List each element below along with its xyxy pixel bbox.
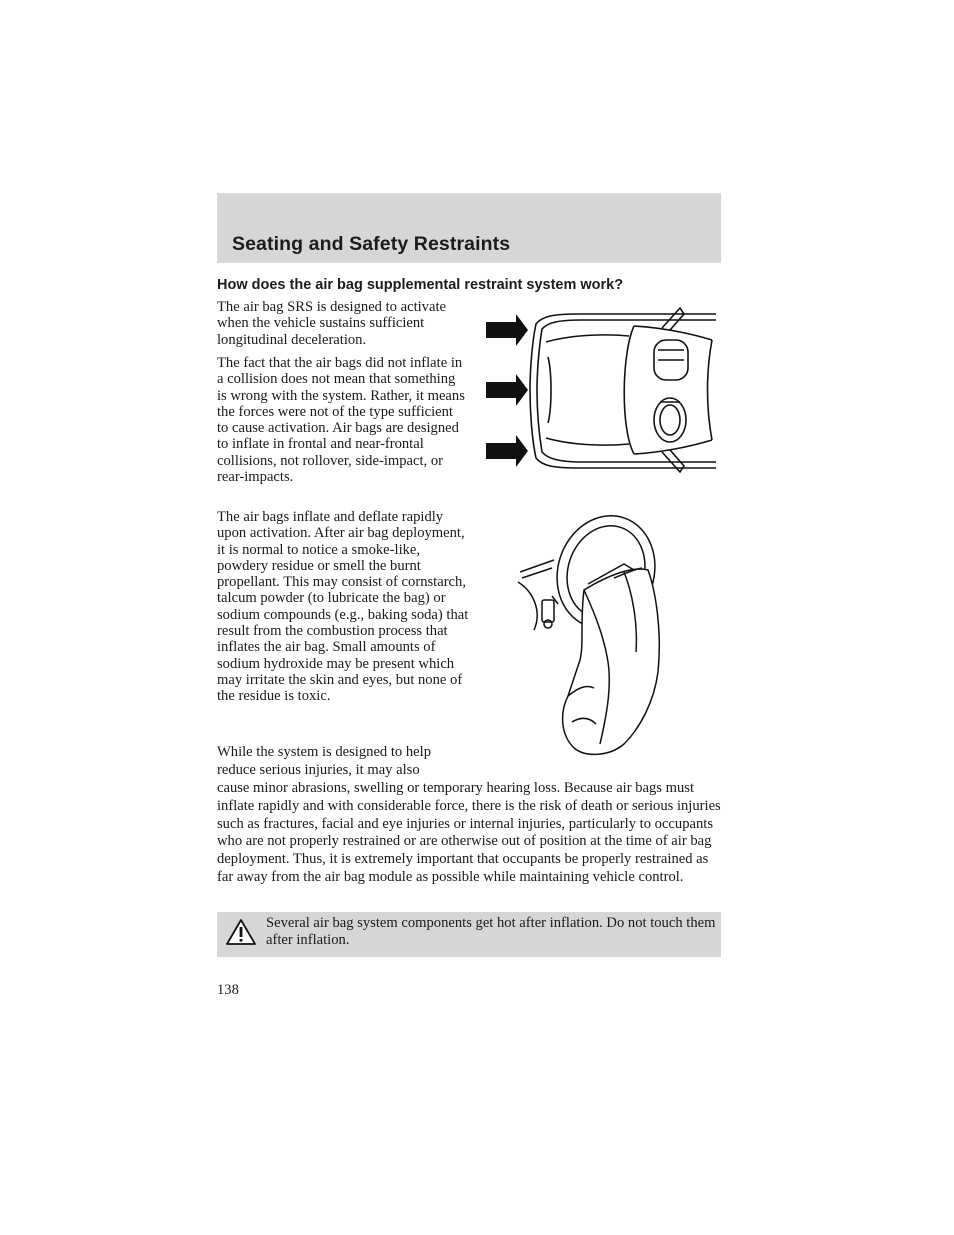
warning-text: Several air bag system components get hot after inflation. Do not touch them after inflation. — [266, 915, 716, 948]
steering-wheel-airbag-illustration — [514, 512, 666, 760]
paragraph-injuries: cause minor abrasions, swelling or temporary hearing loss. Because air bags must inflate rapidly and with considerable force, there is the risk of death or serious injuries such as fractures, facial and eye injuries or internal injuries, particularly to occupants who are not properly restrained or are otherwise out of position at the time of air bag deployment. Thus, it is extremely important that occupants be properly restrained as far away from the air bag module as possible while maintaining vehicle control. — [217, 780, 721, 885]
warning-triangle-icon — [225, 918, 257, 946]
impact-arrow-icon — [486, 374, 528, 406]
paragraph-activation: The air bag SRS is designed to activate when the vehicle sustains sufficient longitudinal deceleration. — [217, 299, 446, 348]
section-title: Seating and Safety Restraints — [232, 233, 511, 255]
impact-arrow-icon — [486, 314, 528, 346]
paragraph-injuries-line2: reduce serious injuries, it may also — [217, 761, 420, 778]
subheading: How does the air bag supplemental restraint system work? — [217, 277, 624, 293]
paragraph-residue: The air bags inflate and deflate rapidly upon activation. After air bag deployment, it is normal to notice a smoke-like, powdery residue or smell the burnt propellant. This may consist of cornstarch, talcum powder (to lubricate the bag) or sodium compounds (e.g., baking soda) that result from the combustion process that inflates the air bag. Small amounts of sodium hydroxide may be present which may irritate the skin and eyes, but none of the residue is toxic. — [217, 509, 469, 705]
car-frontal-impact-illustration — [484, 302, 720, 480]
page-number: 138 — [217, 982, 239, 998]
impact-arrow-icon — [486, 435, 528, 467]
paragraph-injuries-line1: While the system is designed to help — [217, 744, 432, 760]
paragraph-injuries-intro — [217, 744, 517, 780]
paragraph-no-inflate: The fact that the air bags did not inflate in a collision does not mean that something is wrong with the system. Rather, it means the forces were not of the type sufficient to cause activation. Air bags are designed to inflate in frontal and near-frontal collisions, not rollover, side-impact, or rear-impacts. — [217, 355, 465, 486]
warning-box — [217, 912, 721, 957]
